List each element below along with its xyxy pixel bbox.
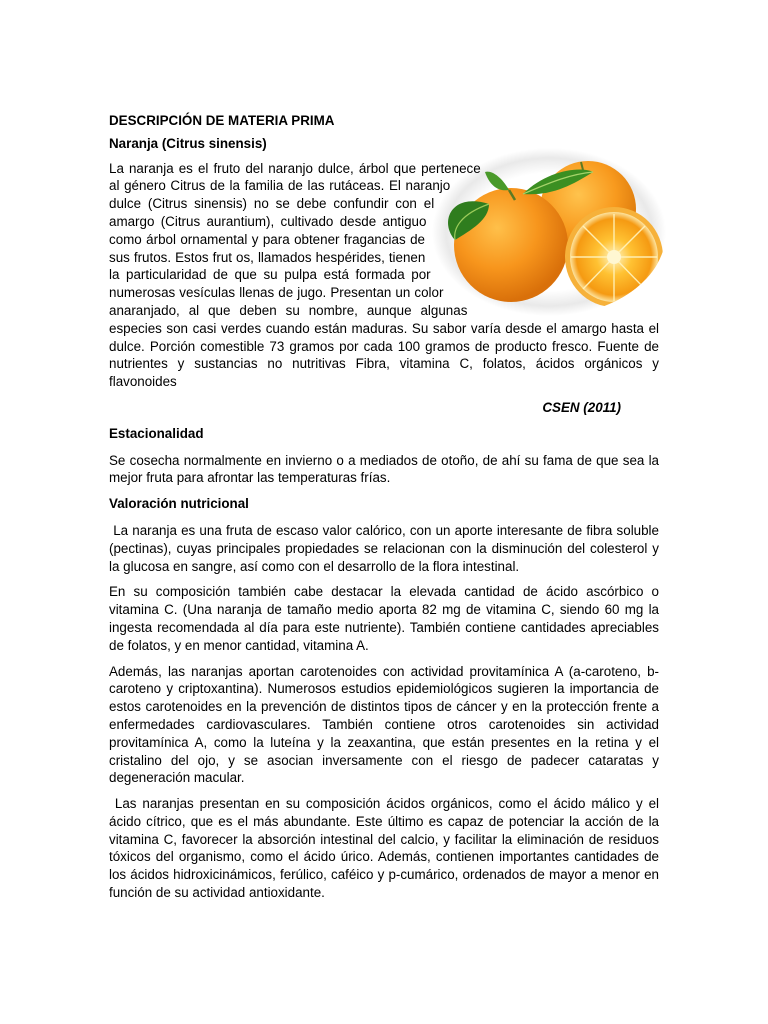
section-heading-valoracion: Valoración nutricional (109, 496, 249, 512)
intro-section (109, 160, 659, 391)
document-page (109, 104, 663, 902)
document-subtitle: Naranja (Citrus sinensis) (109, 135, 267, 151)
section-paragraph: En su composición también cabe destacar la elevada cantidad de ácido ascórbico o vitamina C. (Una naranja de tamaño medio aporta 82 mg de vitamina C, siendo 60 mg la ingesta recomendada al día para este nutriente). También contiene cantidades apreciables de folatos, y en menor cantidad, vitamina A. (109, 584, 659, 653)
section-paragraph: Además, las naranjas aportan carotenoides con actividad provitamínica A (a-caroteno, b-caroteno y criptoxantina). Numerosos estudios epidemiológicos sugieren la importancia de estos carotenoides en la prevención de distintos tipos de cáncer y en la protección frente a enfermedades cardiovasculares. También contiene otros carotenoides sin actividad provitamínica A, como la luteína y la zeaxantina, que están presentes en la retina y el cristalino del ojo, y se asocian inversamente con el riesgo de padecer cataratas y degeneración macular. (109, 663, 659, 786)
document-title: DESCRIPCIÓN DE MATERIA PRIMA (109, 113, 335, 128)
section-paragraph: Se cosecha normalmente en invierno o a mediados de otoño, de ahí su fama de que sea la mejor fruta para afrontar las temperaturas frías. (109, 452, 659, 486)
section-heading-estacionalidad: Estacionalidad (109, 425, 204, 441)
citation: CSEN (2011) (542, 399, 621, 415)
intro-paragraph: La naranja es el fruto del naranjo dulce, árbol que pertenece al género Citrus de la familia de las rutáceas. El naranjo dulce (Citrus sinensis) no se debe confundir con el amargo (Citrus aurantium), cultivado desde antiguo como árbol ornamental y para obtener fragancias de sus frutos. Estos frut os, llamados hespérides, tienen la particularidad de que su pulpa está formada por numerosas vesículas llenas de jugo. Presentan un color anaranjado, al que deben su nombre, aunque algunas especies son casi verdes cuando están maduras. Su sabor varía desde el amargo hasta el dulce. Porción comestible 73 gramos por cada 100 gramos de producto fresco. Fuente de nutrientes y sustancias no nutritivas Fibra, vitamina C, folatos, ácidos orgánicos y flavonoides (109, 160, 659, 390)
section-paragraph: Las naranjas presentan en su composición ácidos orgánicos, como el ácido málico y el ácido cítrico, que es el más abundante. Este último es capaz de potenciar la acción de la vitamina C, favorecer la absorción intestinal del calcio, y facilitar la eliminación de residuos tóxicos del organismo, como el ácido úrico. Además, contienen importantes cantidades de los ácidos hidroxicinámicos, ferúlico, caféico y p-cumárico, ordenados de mayor a menor en función de su actividad antioxidante. (109, 796, 663, 901)
section-paragraph: La naranja es una fruta de escaso valor calórico, con un aporte interesante de fibra soluble (pectinas), cuyas principales propiedades se relacionan con la disminución del colesterol y la glucosa en sangre, así como con el desarrollo de la flora intestinal. (109, 522, 663, 574)
